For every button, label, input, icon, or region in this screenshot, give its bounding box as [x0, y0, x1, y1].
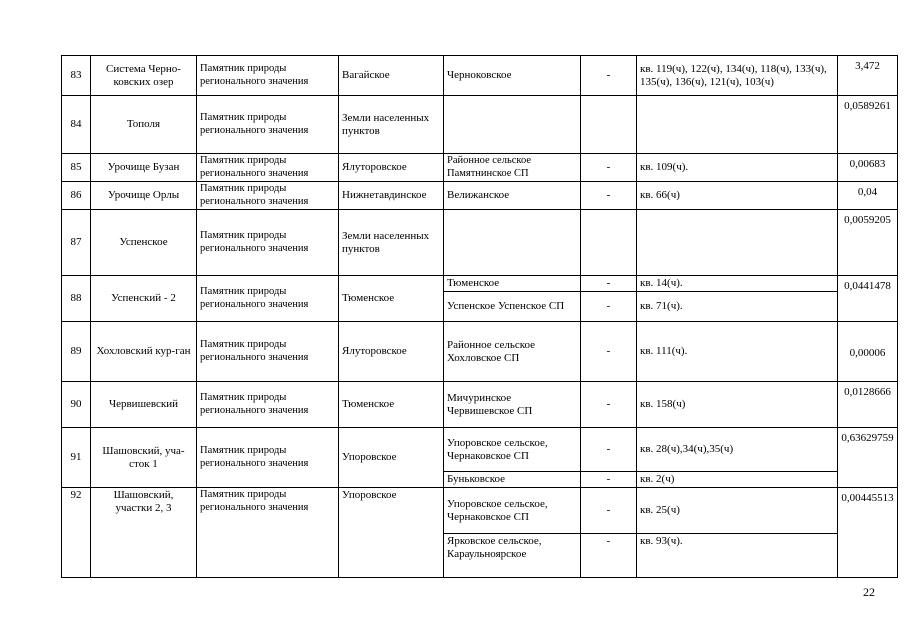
area-cell: 0,00006	[838, 322, 898, 382]
row-number: 86	[62, 182, 91, 210]
table-row	[62, 276, 898, 292]
monument-name: Успенский - 2	[91, 276, 197, 322]
table-row	[62, 154, 898, 182]
area-cell: 0,0128666	[838, 382, 898, 428]
area-cell: 0,0059205	[838, 210, 898, 276]
district-forestry	[444, 210, 581, 276]
monument-name: Червишевский	[91, 382, 197, 428]
monument-type: Памятник природы регионального значения	[197, 96, 339, 154]
forestry-district: Тюменское	[339, 382, 444, 428]
quarters-cell: кв. 158(ч)	[637, 382, 838, 428]
tract-cell	[581, 96, 637, 154]
monument-type: Памятник природы регионального значения	[197, 488, 339, 578]
tract-cell: -	[581, 472, 637, 488]
monument-name: Успенское	[91, 210, 197, 276]
district-forestry: Тюменское	[444, 276, 581, 292]
monument-name: Хохловский кур-ган	[91, 322, 197, 382]
row-number: 88	[62, 276, 91, 322]
table-row	[62, 428, 898, 472]
area-cell: 0,00445513	[838, 488, 898, 578]
monument-type: Памятник природы регионального значения	[197, 322, 339, 382]
row-number: 90	[62, 382, 91, 428]
district-forestry: Ярковское сельское, Караульноярское	[444, 534, 581, 578]
area-cell: 0,04	[838, 182, 898, 210]
quarters-cell: кв. 14(ч).	[637, 276, 838, 292]
monument-name: Шашовский, участки 2, 3	[91, 488, 197, 578]
forestry-district: Нижнетавдинское	[339, 182, 444, 210]
table-row	[62, 382, 898, 428]
forestry-district: Земли населенных пунктов	[339, 96, 444, 154]
district-forestry: Черноковское	[444, 56, 581, 96]
monument-type: Памятник природы регионального значения	[197, 182, 339, 210]
table-row	[62, 56, 898, 96]
forestry-district: Ялуторовское	[339, 154, 444, 182]
monument-type: Памятник природы регионального значения	[197, 428, 339, 488]
area-cell: 0,63629759	[838, 428, 898, 488]
district-forestry: Районное сельское Памятнинское СП	[444, 154, 581, 182]
row-number: 85	[62, 154, 91, 182]
tract-cell: -	[581, 382, 637, 428]
quarters-cell: кв. 109(ч).	[637, 154, 838, 182]
table-row	[62, 322, 898, 382]
row-number: 89	[62, 322, 91, 382]
district-forestry: Велижанское	[444, 182, 581, 210]
monument-type: Памятник природы регионального значения	[197, 382, 339, 428]
tract-cell: -	[581, 276, 637, 292]
district-forestry: Мичуринское Червишевское СП	[444, 382, 581, 428]
quarters-cell: кв. 2(ч)	[637, 472, 838, 488]
monument-type: Памятник природы регионального значения	[197, 56, 339, 96]
quarters-cell: кв. 119(ч), 122(ч), 134(ч), 118(ч), 133(ч), 135(ч), 136(ч), 121(ч), 103(ч)	[637, 56, 838, 96]
quarters-cell: кв. 111(ч).	[637, 322, 838, 382]
forestry-district: Тюменское	[339, 276, 444, 322]
table-row	[62, 210, 898, 276]
forestry-district: Упоровское	[339, 428, 444, 488]
tract-cell: -	[581, 534, 637, 578]
district-forestry: Упоровское сельское, Чернаковское СП	[444, 488, 581, 534]
quarters-cell	[637, 96, 838, 154]
row-number: 87	[62, 210, 91, 276]
table-row	[62, 96, 898, 154]
monument-type: Памятник природы регионального значения	[197, 276, 339, 322]
district-forestry: Упоровское сельское, Чернаковское СП	[444, 428, 581, 472]
quarters-cell	[637, 210, 838, 276]
monuments-table	[61, 55, 898, 578]
area-cell: 0,00683	[838, 154, 898, 182]
monument-type: Памятник природы регионального значения	[197, 210, 339, 276]
row-number: 91	[62, 428, 91, 488]
quarters-cell: кв. 28(ч),34(ч),35(ч)	[637, 428, 838, 472]
tract-cell: -	[581, 292, 637, 322]
area-cell: 0,0441478	[838, 276, 898, 322]
monument-name: Урочище Бузан	[91, 154, 197, 182]
row-number: 92	[62, 488, 91, 578]
district-forestry: Буньковское	[444, 472, 581, 488]
table-row	[62, 182, 898, 210]
district-forestry: Успенское Успенское СП	[444, 292, 581, 322]
area-cell: 3,472	[838, 56, 898, 96]
forestry-district: Вагайское	[339, 56, 444, 96]
row-number: 84	[62, 96, 91, 154]
quarters-cell: кв. 66(ч)	[637, 182, 838, 210]
monument-name: Тополя	[91, 96, 197, 154]
monument-name: Шашовский, уча-сток 1	[91, 428, 197, 488]
table-row	[62, 488, 898, 534]
monument-type: Памятник природы регионального значения	[197, 154, 339, 182]
tract-cell	[581, 210, 637, 276]
tract-cell: -	[581, 322, 637, 382]
quarters-cell: кв. 71(ч).	[637, 292, 838, 322]
tract-cell: -	[581, 56, 637, 96]
tract-cell: -	[581, 182, 637, 210]
row-number: 83	[62, 56, 91, 96]
forestry-district: Земли населенных пунктов	[339, 210, 444, 276]
district-forestry: Районное сельское Хохловское СП	[444, 322, 581, 382]
page-number: 22	[863, 585, 875, 599]
quarters-cell: кв. 93(ч).	[637, 534, 838, 578]
tract-cell: -	[581, 428, 637, 472]
quarters-cell: кв. 25(ч)	[637, 488, 838, 534]
forestry-district: Ялуторовское	[339, 322, 444, 382]
monument-name: Система Черно-ковских озер	[91, 56, 197, 96]
tract-cell: -	[581, 488, 637, 534]
district-forestry	[444, 96, 581, 154]
forestry-district: Упоровское	[339, 488, 444, 578]
tract-cell: -	[581, 154, 637, 182]
area-cell: 0,0589261	[838, 96, 898, 154]
monument-name: Урочище Орлы	[91, 182, 197, 210]
